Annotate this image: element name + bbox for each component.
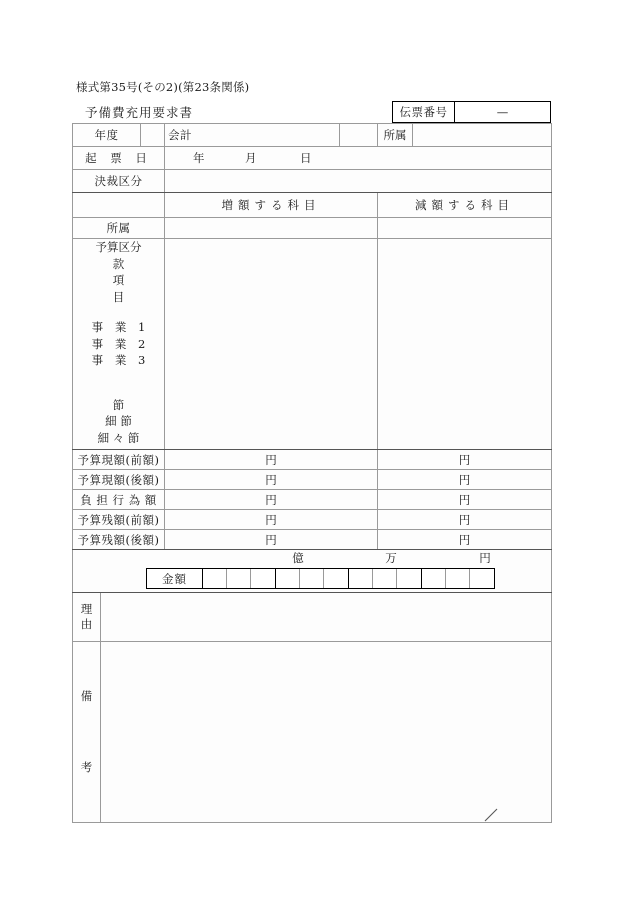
account-value[interactable]	[340, 124, 378, 147]
amount-digit-cell[interactable]	[251, 569, 275, 588]
amount-entry-label: 金額	[147, 569, 203, 588]
draft-day-mark: 日	[300, 151, 312, 165]
department-sub-label: 所属	[73, 218, 165, 239]
cat-line-1: 款	[112, 256, 125, 271]
amount-digit-group-2	[349, 569, 422, 588]
amount-digit-cell[interactable]	[373, 569, 397, 588]
table-row	[73, 510, 552, 530]
budget-category-labels	[73, 239, 165, 450]
budget-category-increase-value[interactable]	[165, 239, 378, 450]
cat-line-5: 事 業 2	[91, 336, 150, 351]
remarks-value[interactable]	[101, 642, 552, 823]
amount-row-increase-1[interactable]: 円	[165, 470, 378, 490]
amount-digit-cell[interactable]	[203, 569, 227, 588]
decrease-column-heading: 減額する科目	[378, 193, 552, 218]
table-row	[73, 450, 552, 470]
table-row	[73, 490, 552, 510]
remarks-label-char-1: 考	[80, 760, 93, 774]
voucher-number-box	[392, 101, 551, 123]
reason-label-char-1: 由	[80, 617, 93, 631]
reason-row	[73, 593, 552, 642]
heading-corner-cell	[73, 193, 165, 218]
cat-line-4: 事 業 1	[91, 320, 150, 334]
amount-row-label-4: 予算残額(後額)	[73, 530, 165, 550]
cat-line-7: 節	[112, 397, 125, 412]
reason-value[interactable]	[101, 593, 552, 642]
draft-date-value[interactable]	[165, 147, 552, 170]
voucher-number-label: 伝票番号	[393, 102, 455, 122]
budget-category-row	[73, 239, 552, 450]
fiscal-year-label: 年度	[73, 124, 141, 147]
amount-row-decrease-0[interactable]: 円	[378, 450, 552, 470]
fiscal-year-value[interactable]	[141, 124, 165, 147]
account-label: 会計	[165, 124, 340, 147]
reason-label	[73, 593, 101, 642]
table-row	[73, 470, 552, 490]
cat-line-6: 事 業 3	[91, 353, 150, 367]
amount-digit-cell[interactable]	[227, 569, 251, 588]
increase-column-heading: 増額する科目	[165, 193, 378, 218]
column-heading-row	[73, 193, 552, 218]
draft-date-row	[73, 147, 552, 170]
amount-digit-cell[interactable]	[422, 569, 446, 588]
amount-row-increase-0[interactable]: 円	[165, 450, 378, 470]
unit-en-label: 円	[479, 551, 491, 565]
department-increase-value[interactable]	[165, 218, 378, 239]
remarks-label-char-0: 備	[80, 689, 93, 703]
amount-entry-wrap	[73, 550, 551, 592]
amount-row-decrease-4[interactable]: 円	[378, 530, 552, 550]
table-row	[73, 530, 552, 550]
remarks-label-stack	[73, 642, 100, 822]
amount-unit-marks	[73, 550, 551, 567]
amount-digit-cell[interactable]	[397, 569, 421, 588]
cat-line-0: 予算区分	[95, 240, 142, 254]
approval-value[interactable]	[165, 170, 552, 193]
department-value[interactable]	[413, 124, 551, 146]
amount-entry-row	[73, 550, 552, 593]
slash-mark-icon	[484, 808, 498, 822]
amount-row-increase-2[interactable]: 円	[165, 490, 378, 510]
amount-digit-cell[interactable]	[349, 569, 373, 588]
amount-digit-group-1	[276, 569, 349, 588]
amount-entry-cell	[73, 550, 552, 593]
identity-row	[73, 124, 552, 147]
reason-label-char-0: 理	[80, 602, 93, 616]
form-number-text: 様式第35号(その2)(第23条関係)	[76, 80, 250, 94]
amount-digit-group-3	[422, 569, 494, 588]
amount-row-label-1: 予算現額(後額)	[73, 470, 165, 490]
amount-row-label-2: 負 担 行 為 額	[73, 490, 165, 510]
department-decrease-value[interactable]	[378, 218, 552, 239]
cat-line-3: 目	[112, 289, 125, 304]
amount-digit-cell[interactable]	[470, 569, 494, 588]
remarks-label	[73, 642, 101, 823]
cat-line-8: 細 節	[105, 414, 132, 428]
amount-entry-grid	[146, 568, 495, 589]
amount-digit-cell[interactable]	[324, 569, 348, 588]
department-cells	[378, 124, 552, 147]
cat-gap-2	[73, 369, 164, 397]
approval-row	[73, 170, 552, 193]
amount-digit-cell[interactable]	[446, 569, 470, 588]
document-title: 予備費充用要求書	[85, 105, 194, 120]
amount-row-increase-4[interactable]: 円	[165, 530, 378, 550]
draft-year-mark: 年	[193, 151, 205, 165]
amount-digit-group-0	[203, 569, 276, 588]
amount-row-increase-3[interactable]: 円	[165, 510, 378, 530]
unit-man-label: 万	[385, 551, 397, 565]
amount-digit-cell[interactable]	[276, 569, 300, 588]
voucher-number-value[interactable]: —	[496, 105, 509, 119]
unit-oku-label: 億	[292, 551, 304, 565]
amount-row-label-0: 予算現額(前額)	[73, 450, 165, 470]
budget-category-decrease-value[interactable]	[378, 239, 552, 450]
department-label: 所属	[378, 124, 413, 146]
amount-row-decrease-2[interactable]: 円	[378, 490, 552, 510]
amount-row-label-3: 予算残額(前額)	[73, 510, 165, 530]
remarks-row	[73, 642, 552, 823]
cat-gap-1	[73, 305, 164, 319]
amount-row-decrease-3[interactable]: 円	[378, 510, 552, 530]
department-subrow	[73, 218, 552, 239]
amount-digit-cell[interactable]	[300, 569, 324, 588]
draft-month-mark: 月	[245, 151, 257, 165]
approval-label: 決裁区分	[73, 170, 165, 193]
cat-line-2: 項	[112, 273, 125, 287]
amount-row-decrease-1[interactable]: 円	[378, 470, 552, 490]
main-form-table	[72, 123, 552, 823]
draft-date-label: 起 票 日	[73, 147, 165, 170]
cat-line-9: 細 々 節	[97, 430, 140, 445]
